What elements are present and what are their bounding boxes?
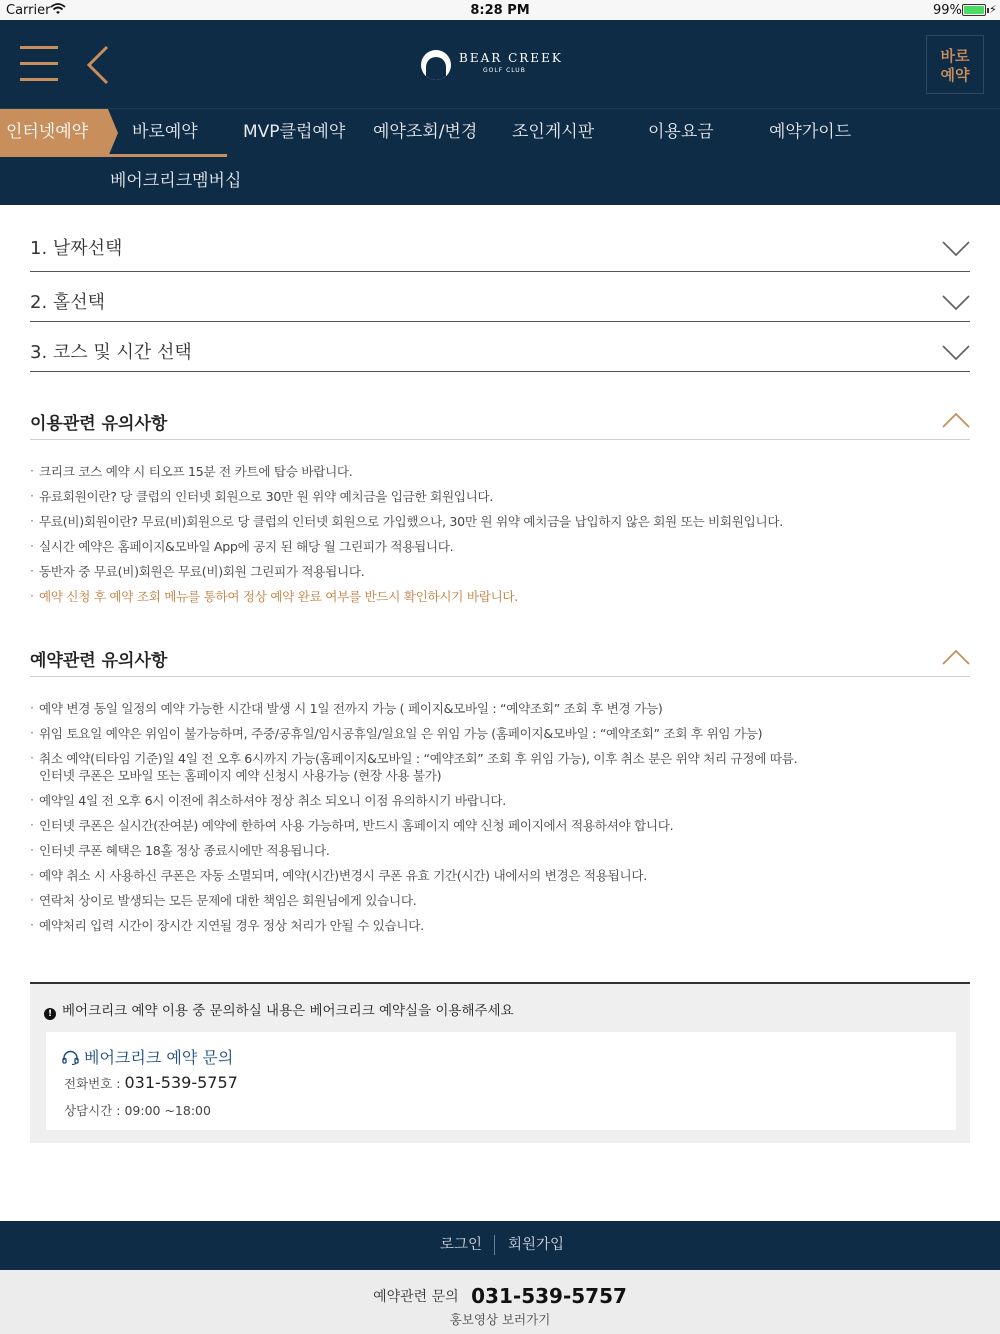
- footer-contact-label: 예약관련 문의: [373, 1289, 459, 1305]
- phone-label: 전화번호 :: [64, 1076, 121, 1091]
- battery-percent: 99%: [933, 3, 962, 18]
- quick-reserve-line1: 바로: [940, 47, 970, 65]
- chevron-down-icon: [942, 345, 970, 361]
- footer-contact-phone[interactable]: 031-539-5757: [471, 1284, 627, 1308]
- list-item-line1: 취소 예약(티타임 기준)일 4일 전 오후 6시까지 가능(홈페이지&모바일 : “예약조회” 조회 후 위임 가능), 이후 취소 분은 위약 처리 규정에 따름.: [39, 751, 798, 766]
- usage-notice-title: 이용관련 유의사항: [30, 414, 168, 434]
- footer-divider: [494, 1235, 495, 1255]
- hamburger-menu-icon[interactable]: [20, 46, 58, 82]
- clock: 8:28 PM: [470, 3, 530, 18]
- step-label: 1. 날짜선택: [30, 238, 123, 259]
- chevron-down-icon: [942, 295, 970, 311]
- list-item: · 위임 토요일 예약은 위임이 불가능하며, 주중/공휴일/임시공휴일/일요일 은 위임 가능 (홈페이지&모바일 : “예약조회” 조회 후 위임 가능): [30, 725, 970, 742]
- reservation-notice-header[interactable]: [30, 637, 970, 677]
- tab-reservation-guide[interactable]: 예약가이드: [769, 122, 852, 142]
- battery-icon: [962, 4, 986, 16]
- phone-number[interactable]: 031-539-5757: [124, 1073, 238, 1092]
- list-item: · 인터넷 쿠폰은 실시간(잔여분) 예약에 한하여 사용 가능하며, 반드시 홈페이지 예약 신청 페이지에서 적용하셔야 합니다.: [30, 817, 970, 834]
- list-item: · 무료(비)회원이란? 무료(비)회원으로 당 클럽의 인터넷 회원으로 가입했으나, 30만 원 위약 예치금을 납입하지 않은 회원 또는 비회원입니다.: [30, 513, 970, 530]
- chevron-up-icon: [942, 649, 970, 665]
- step-label: 2. 홀선택: [30, 292, 106, 313]
- step-date-select[interactable]: [30, 222, 970, 272]
- charging-icon: ⚡: [989, 3, 997, 16]
- inquiry-phone[interactable]: [64, 1073, 238, 1092]
- logo-name: BEAR CREEK: [459, 51, 563, 65]
- list-item: · 예약처리 입력 시간이 장시간 지연될 경우 정상 처리가 안될 수 있습니다.: [30, 917, 970, 934]
- footer-bar: [0, 1221, 1000, 1270]
- back-arrow-icon[interactable]: [86, 45, 110, 85]
- list-item-highlight: · 예약 신청 후 예약 조회 메뉴를 통하여 정상 예약 완료 여부를 반드시 확인하시기 바랍니다.: [30, 588, 970, 605]
- inquiry-title-text: 베어크리크 예약 문의: [84, 1048, 234, 1067]
- list-item: · 유료회원이란? 당 클럽의 인터넷 회원으로 30만 원 위약 예치금을 입금한 회원입니다.: [30, 488, 970, 505]
- bear-logo-icon: [421, 50, 451, 80]
- usage-notice-header[interactable]: [30, 400, 970, 440]
- usage-notice-list: [30, 463, 970, 613]
- list-item: [30, 750, 970, 784]
- tab-fees[interactable]: 이용요금: [648, 122, 714, 142]
- carrier-label: Carrier: [6, 3, 51, 18]
- list-item: · 실시간 예약은 홈페이지&모바일 App에 공지 된 해당 월 그린피가 적용됩니다.: [30, 538, 970, 555]
- chevron-up-icon: [942, 412, 970, 428]
- footer-info: [0, 1270, 1000, 1334]
- inquiry-box: [30, 982, 970, 1143]
- tab-internet-reservation[interactable]: 인터넷예약: [0, 109, 108, 157]
- tab-mvp-club[interactable]: MVP클럽예약: [243, 122, 346, 142]
- reservation-notice-title: 예약관련 유의사항: [30, 651, 168, 671]
- step-hole-select[interactable]: [30, 272, 970, 322]
- logo-subtitle: GOLF CLUB: [483, 67, 526, 74]
- info-icon: !: [44, 1008, 56, 1020]
- reservation-notice-list: [30, 700, 970, 942]
- tab-underline: [108, 154, 227, 157]
- step-label: 3. 코스 및 시간 선택: [30, 342, 192, 363]
- app-header: [0, 20, 1000, 108]
- list-item: · 예약 취소 시 사용하신 쿠폰은 자동 소멸되며, 예약(시간)변경시 쿠폰 유효 기간(시간) 내에서의 변경은 적용됩니다.: [30, 867, 970, 884]
- signup-link[interactable]: 회원가입: [508, 1237, 565, 1253]
- list-item: · 크리크 코스 예약 시 티오프 15분 전 카트에 탑승 바랍니다.: [30, 463, 970, 480]
- tab-membership[interactable]: 베어크리크멤버십: [110, 171, 242, 191]
- quick-reserve-button[interactable]: [926, 35, 984, 94]
- tab-join-board[interactable]: 조인게시판: [512, 122, 595, 142]
- list-item: · 동반자 중 무료(비)회원은 무료(비)회원 그린피가 적용됩니다.: [30, 563, 970, 580]
- quick-reserve-line2: 예약: [940, 66, 970, 84]
- list-item-line2: 인터넷 쿠폰은 모바일 또는 홈페이지 예약 신청시 사용가능 (현장 사용 불가): [39, 768, 442, 783]
- status-bar: [0, 0, 1000, 20]
- chevron-down-icon: [942, 241, 970, 257]
- inquiry-hours: 상담시간 : 09:00 ~18:00: [64, 1103, 211, 1118]
- inquiry-card-title: [62, 1045, 233, 1068]
- headset-icon: [62, 1050, 79, 1065]
- tab-reservation-lookup[interactable]: 예약조회/변경: [373, 122, 478, 142]
- tab-quick-reservation[interactable]: 바로예약: [132, 122, 198, 142]
- list-item: · 연락처 상이로 발생되는 모든 문제에 대한 책임은 회원님에게 있습니다.: [30, 892, 970, 909]
- login-link[interactable]: 로그인: [440, 1237, 483, 1253]
- list-item: · 인터넷 쿠폰 혜택은 18홀 정상 종료시에만 적용됩니다.: [30, 842, 970, 859]
- main-nav: [0, 108, 1000, 205]
- promo-video-link[interactable]: 홍보영상 보러가기: [449, 1312, 551, 1327]
- step-course-time-select[interactable]: [30, 322, 970, 372]
- inquiry-head: [44, 999, 514, 1020]
- bear-creek-logo[interactable]: [421, 48, 561, 80]
- list-item: · 예약 변경 동일 일정의 예약 가능한 시간대 발생 시 1일 전까지 가능 ( 페이지&모바일 : “예약조회” 조회 후 변경 가능): [30, 700, 970, 717]
- list-item: · 예약일 4일 전 오후 6시 이전에 취소하셔야 정상 취소 되오니 이점 유의하시기 바랍니다.: [30, 792, 970, 809]
- inquiry-head-text: 베어크리크 예약 이용 중 문의하실 내용은 베어크리크 예약실을 이용해주세요: [62, 1003, 514, 1019]
- inquiry-card: [46, 1032, 956, 1130]
- footer-contact[interactable]: [0, 1284, 1000, 1308]
